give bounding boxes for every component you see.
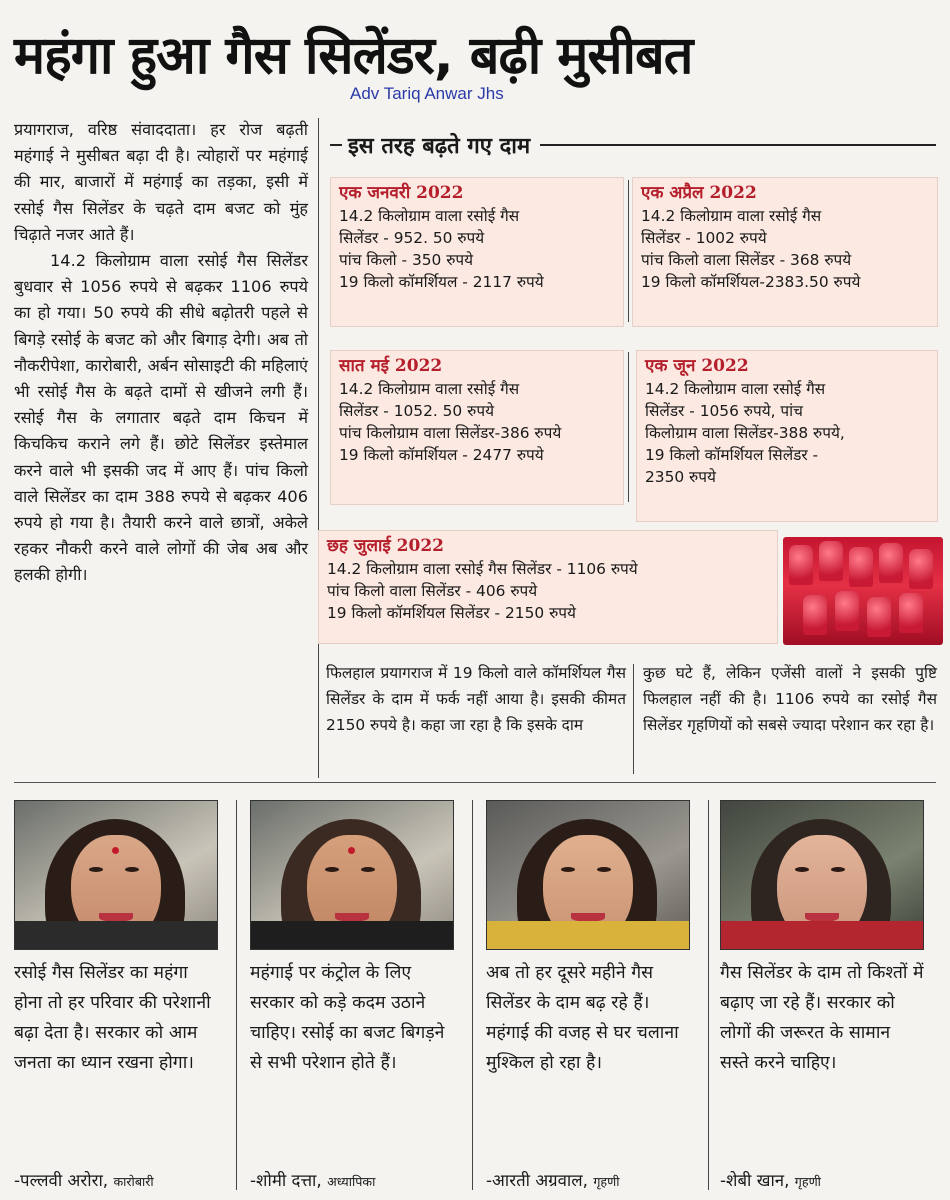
price-line: 14.2 किलोग्राम वाला रसोई गैस [339, 207, 520, 225]
subhead-dash [330, 144, 342, 146]
person-name: -पल्लवी अरोरा, [14, 1170, 109, 1190]
price-box-july [318, 530, 778, 644]
price-line: 19 किलो कॉमर्शियल सिलेंडर - [645, 446, 819, 464]
article-paragraph-2: 14.2 किलोग्राम वाला रसोई गैस सिलेंडर बुधवार से 1056 रुपये से बढ़कर 1106 रुपये का हो गया। 50 रुपये की सीधे बढ़ोतरी पहले से बिगड़े रसोई के बजट को और बिगाड़ देगी। अब तो नौकरीपेशा, कारोबारी, अर्बन सोसाइटी की महिलाएं भी रसोई गैस के बढ़ते दामों से खीजने लगी हैं। रसोई गैस के लगातार बढ़ते दाम किचन में किचकिच कराने लगे हैं। छोटे सिलेंडर इस्तेमाल करने वाले भी इसकी जद में आए हैं। पांच किलो वाले सिलेंडर का दाम 388 रुपये से बढ़कर 406 रुपये हो गया है। तैयारी करने वाले छात्रों, अकेले रहकर नौकरी करने वाले लोगों की जेब अब और हलकी होगी। [14, 251, 308, 585]
subhead: इस तरह बढ़ते गए दाम [348, 134, 531, 159]
box-divider [628, 352, 629, 502]
price-box-june [636, 350, 938, 522]
price-line: 14.2 किलोग्राम वाला रसोई गैस सिलेंडर - 1106 रुपये [327, 560, 638, 578]
price-line: सिलेंडर - 1052. 50 रुपये [339, 402, 494, 420]
price-box-date: एक जून 2022 [645, 356, 749, 376]
middle-text-column-1: फिलहाल प्रयागराज में 19 किलो वाले कॉमर्शियल गैस सिलेंडर के दाम में फर्क नहीं आया है। इसकी कीमत 2150 रुपये है। कहा जा रहा है कि इसके दाम [326, 664, 626, 734]
person-photo [720, 800, 924, 950]
person-photo [250, 800, 454, 950]
section-divider [14, 782, 936, 783]
column-divider [708, 800, 709, 1190]
person-name: -शेबी खान, [720, 1170, 790, 1190]
column-divider [236, 800, 237, 1190]
quote-attribution [14, 1168, 154, 1191]
person-role: कारोबारी [113, 1174, 154, 1189]
quote-attribution [486, 1168, 620, 1191]
person-photo [486, 800, 690, 950]
price-line: पांच किलो - 350 रुपये [339, 251, 474, 269]
person-role: गृहणी [593, 1174, 620, 1189]
quote-text: गैस सिलेंडर के दाम तो किश्तों में बढ़ाए जा रहे हैं। सरकार को लोगों की जरूरत के सामान सस्ते करने चाहिए। [720, 963, 924, 1073]
price-line: 14.2 किलोग्राम वाला रसोई गैस [645, 380, 826, 398]
price-line: 19 किलो कॉमर्शियल - 2117 रुपये [339, 273, 544, 291]
quote-card-1 [14, 800, 218, 1078]
person-photo [14, 800, 218, 950]
price-line: पांच किलो वाला सिलेंडर - 368 रुपये [641, 251, 852, 269]
price-line: 2350 रुपये [645, 468, 716, 486]
person-name: -शोमी दत्ता, [250, 1170, 322, 1190]
person-role: अध्यापिका [327, 1174, 376, 1189]
article-paragraph-1: प्रयागराज, वरिष्ठ संवाददाता। हर रोज बढ़ती महंगाई ने मुसीबत बढ़ा दी है। त्योहारों पर महंगाई की मार, बाजारों में महंगाई का तड़का, इसी में रसोई गैस सिलेंडर के चढ़ते दाम बजट को मुंह चिढ़ाते नजर आते हैं। [14, 120, 308, 244]
price-line: पांच किलो वाला सिलेंडर - 406 रुपये [327, 582, 538, 600]
middle-text-column-2: कुछ घटे हैं, लेकिन एजेंसी वालों ने इसकी पुष्टि फिलहाल नहीं की है। 1106 रुपये का रसोई गैस सिलेंडर गृहणियों को सबसे ज्यादा परेशान कर रहा है। [643, 664, 937, 734]
price-box-date: एक जनवरी 2022 [339, 183, 464, 203]
quote-card-4 [720, 800, 924, 1078]
price-history-header [330, 128, 936, 162]
box-divider [628, 180, 629, 322]
price-line: किलोग्राम वाला सिलेंडर-388 रुपये, [645, 424, 845, 442]
column-divider [633, 664, 634, 774]
price-box-date: छह जुलाई 2022 [327, 536, 444, 556]
price-box-april [632, 177, 938, 327]
quote-card-3 [486, 800, 690, 1078]
price-line: 19 किलो कॉमर्शियल-2383.50 रुपये [641, 273, 861, 291]
price-line: सिलेंडर - 952. 50 रुपये [339, 229, 485, 247]
quote-card-2 [250, 800, 454, 1078]
quote-attribution [250, 1168, 375, 1191]
price-line: सिलेंडर - 1056 रुपये, पांच [645, 402, 803, 420]
column-divider [472, 800, 473, 1190]
quote-attribution [720, 1168, 821, 1191]
price-line: 19 किलो कॉमर्शियल - 2477 रुपये [339, 446, 544, 464]
price-line: 14.2 किलोग्राम वाला रसोई गैस [641, 207, 822, 225]
person-name: -आरती अग्रवाल, [486, 1170, 588, 1190]
price-line: 19 किलो कॉमर्शियल सिलेंडर - 2150 रुपये [327, 604, 576, 622]
price-box-may [330, 350, 624, 505]
price-line: पांच किलोग्राम वाला सिलेंडर-386 रुपये [339, 424, 562, 442]
price-line: 14.2 किलोग्राम वाला रसोई गैस [339, 380, 520, 398]
price-box-date: एक अप्रैल 2022 [641, 183, 757, 203]
column-divider [318, 118, 319, 778]
subhead-rule [540, 144, 936, 146]
headline: महंगा हुआ गैस सिलेंडर, बढ़ी मुसीबत [14, 26, 693, 86]
quote-text: महंगाई पर कंट्रोल के लिए सरकार को कड़े कदम उठाने चाहिए। रसोई का बजट बिगड़ने से सभी परेशान होते हैं। [250, 963, 445, 1073]
gas-cylinders-photo [783, 537, 943, 645]
person-role: गृहणी [794, 1174, 821, 1189]
quote-text: अब तो हर दूसरे महीने गैस सिलेंडर के दाम बढ़ रहे हैं। महंगाई की वजह से घर चलाना मुश्किल हो रहा है। [486, 963, 679, 1073]
quote-text: रसोई गैस सिलेंडर का महंगा होना तो हर परिवार की परेशानी बढ़ा देता है। सरकार को आम जनता का ध्यान रखना होगा। [14, 963, 211, 1073]
price-box-january [330, 177, 624, 327]
left-article-column [14, 117, 308, 589]
price-line: सिलेंडर - 1002 रुपये [641, 229, 767, 247]
price-box-date: सात मई 2022 [339, 356, 443, 376]
byline: Adv Tariq Anwar Jhs [350, 84, 504, 103]
